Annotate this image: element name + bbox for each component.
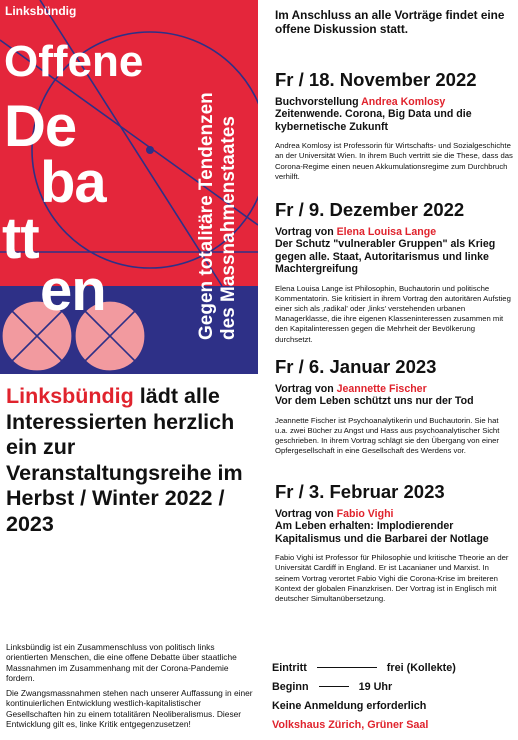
event-type-prefix: Vortrag von bbox=[275, 508, 337, 520]
intro-headline bbox=[6, 384, 256, 537]
event-type bbox=[275, 383, 513, 395]
entry-divider bbox=[317, 667, 377, 668]
event-type-prefix: Vortrag von bbox=[275, 226, 337, 238]
entry-value: frei (Kollekte) bbox=[386, 661, 456, 674]
poster-brand: Linksbündig bbox=[5, 4, 77, 18]
event-date: Fr / 18. November 2022 bbox=[275, 69, 477, 90]
poster-vertical-line1: Gegen totalitäre Tendenzen bbox=[196, 92, 217, 340]
poster-vertical-subtitle bbox=[196, 10, 240, 340]
event-title: Zeitenwende. Corona, Big Data und die kybernetische Zukunft bbox=[275, 108, 472, 133]
event-title: Vor dem Leben schützt uns nur der Tod bbox=[275, 395, 474, 408]
event-date: Fr / 6. Januar 2023 bbox=[275, 356, 437, 377]
event-type bbox=[275, 226, 513, 238]
about-paragraph-1: Linksbündig ist ein Zusammenschluss von politisch links orientierten Menschen, die eine offene Debatte über staatliche Massnahmen im Zusammenhang mit der Corona-Pandemie fordern. bbox=[6, 642, 237, 684]
poster-word-de: De bbox=[4, 94, 77, 159]
start-value: 19 Uhr bbox=[358, 680, 393, 693]
discussion-note bbox=[275, 8, 513, 36]
poster-word-ba: ba bbox=[40, 150, 106, 215]
start-label: Beginn bbox=[272, 680, 309, 693]
event-type bbox=[275, 508, 513, 520]
event-4 bbox=[275, 482, 513, 604]
start-row bbox=[272, 677, 512, 696]
event-info bbox=[272, 658, 512, 734]
entry-row bbox=[272, 658, 512, 677]
event-date: Fr / 9. Dezember 2022 bbox=[275, 199, 465, 220]
event-type-prefix: Vortrag von bbox=[275, 383, 337, 395]
event-1 bbox=[275, 70, 513, 182]
about-paragraph-2: Die Zwangsmassnahmen stehen nach unserer Auffassung in einer kontinuierlichen Entwicklung westlich-kapitalistischer Gesellschaften hin zu einem totalitären Neoliberalismus. Dieser Entwicklung gilt es, linke Kritik entgegenzusetzen! bbox=[6, 688, 253, 730]
poster-word-offene: Offene bbox=[4, 37, 144, 86]
event-description: Andrea Komlosy ist Professorin für Wirtschafts- und Sozialgeschichte an der Universität Wien. In ihrem Buch vertritt sie die These, dass das Corona-Regime einen neuen Akkumulationsregime zum Durchbruch verhilft. bbox=[275, 141, 513, 181]
event-description: Fabio Vighi ist Professor für Philosophie und kritische Theorie an der Universität Cardiff in England. Er ist Lacanianer und Marxist. In seinem Vortrag verortet Fabio Vighi die Corona-Krise im breiteren Kontext der globalen Finanzkrisen. Der Vortrag ist in Englisch mit deutscher Simultanübersetzung. bbox=[275, 553, 509, 604]
intro-text: lädt alle Interessierten herzlich ein zur Veranstaltungsreihe im Herbst / Winter 2022 / 2023 bbox=[6, 384, 243, 536]
registration-row: Keine Anmeldung erforderlich bbox=[272, 699, 427, 712]
event-description: Jeannette Fischer ist Psychoanalytikerin und Buchautorin. Sie hat u.a. zwei Bücher zu Angst und Hass aus psychoanalytischer Sicht geschrieben. In ihrem Vortrag schlägt sie den Übergang von einer Opfergesellschaft in eine Gesellschaft des Werdens vor. bbox=[275, 415, 500, 456]
venue-row: Volkshaus Zürich, Grüner Saal bbox=[272, 718, 429, 731]
poster-artwork bbox=[0, 0, 258, 374]
event-type-prefix: Buchvorstellung bbox=[275, 96, 362, 108]
poster-word-en: en bbox=[40, 258, 106, 323]
event-2 bbox=[275, 200, 513, 345]
event-3 bbox=[275, 357, 513, 457]
entry-label: Eintritt bbox=[272, 661, 307, 674]
event-type bbox=[275, 96, 513, 108]
event-description: Elena Louisa Lange ist Philosophin, Buchautorin und politische Kommentatorin. Sie kritisiert in ihrem Vortrag den autoritären Aufstieg einer sich als ‚radikal' oder ‚links' verstehenden urbanen Managerklasse, die ihre eigenen Klasseninteressen zusammen mit den Kapitalinteressen gegen die Mehrheit der Bevölkerung durchsetzt. bbox=[275, 283, 511, 344]
event-title: Der Schutz "vulnerabler Gruppen" als Krieg gegen alle. Staat, Autoritarismus und linke Machtergreifung bbox=[275, 238, 496, 276]
event-title: Am Leben erhalten: Implodierender Kapitalismus und die Barbarei der Notlage bbox=[275, 520, 489, 545]
event-date: Fr / 3. Februar 2023 bbox=[275, 481, 445, 502]
event-speaker: Andrea Komlosy bbox=[361, 96, 446, 108]
discussion-text: Im Anschluss an alle Vorträge findet eine offene Diskussion statt. bbox=[275, 8, 505, 36]
event-speaker: Jeannette Fischer bbox=[336, 383, 427, 395]
start-divider bbox=[319, 686, 349, 687]
poster-word-tt: tt bbox=[2, 206, 39, 271]
intro-highlight: Linksbündig bbox=[6, 384, 134, 408]
poster-vertical-line2: des Massnahmenstaates bbox=[218, 116, 239, 340]
event-speaker: Elena Louisa Lange bbox=[336, 226, 437, 238]
event-speaker: Fabio Vighi bbox=[336, 508, 394, 520]
